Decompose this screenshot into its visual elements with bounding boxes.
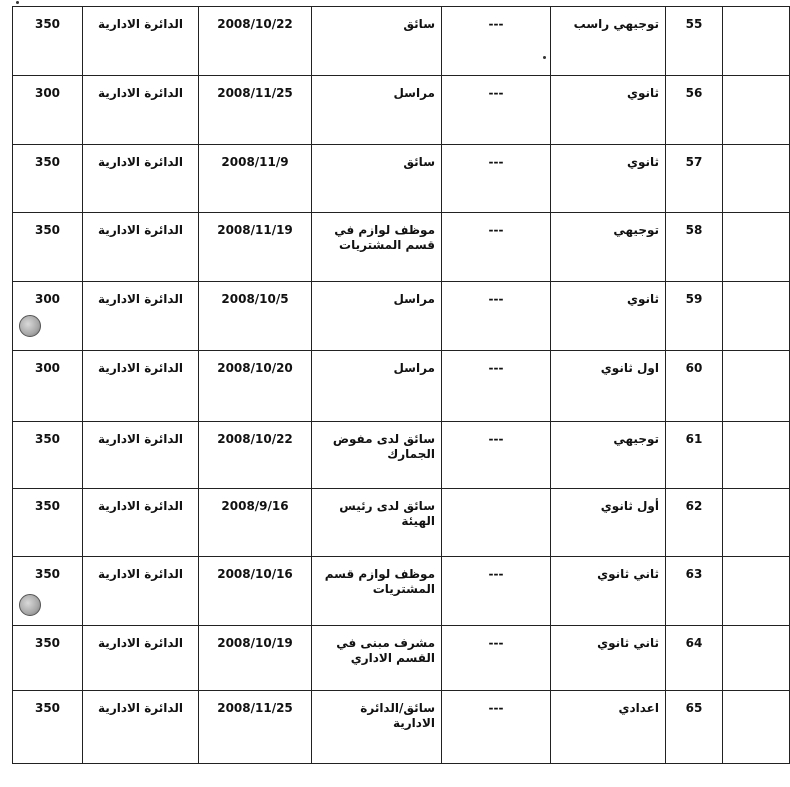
margin-cell: [723, 691, 790, 764]
table-row: [13, 421, 790, 488]
date-cell: 2008/11/25: [199, 75, 312, 144]
margin-cell: [723, 282, 790, 351]
margin-cell: [723, 488, 790, 557]
salary-cell: 350: [13, 691, 83, 764]
salary-cell: 350: [13, 421, 83, 488]
department-cell: الدائرة الادارية: [83, 351, 199, 422]
education-cell: توجيهي: [551, 421, 666, 488]
row-number-cell: 65: [666, 691, 723, 764]
job-cell: مراسل: [312, 282, 442, 351]
job-cell: سائق: [312, 7, 442, 76]
salary-cell: 350: [13, 144, 83, 213]
education-cell: ثاني ثانوي: [551, 626, 666, 691]
date-cell: 2008/10/20: [199, 351, 312, 422]
table-row: [13, 557, 790, 626]
education-cell: اعدادي: [551, 691, 666, 764]
margin-cell: [723, 213, 790, 282]
blank-cell: ---: [442, 282, 551, 351]
job-cell: سائق: [312, 144, 442, 213]
job-cell: سائق لدى رئيس الهيئة: [312, 488, 442, 557]
department-cell: الدائرة الادارية: [83, 144, 199, 213]
salary-cell: 350: [13, 213, 83, 282]
job-cell: موظف لوازم قسم المشتريات: [312, 557, 442, 626]
punch-hole-icon: [19, 594, 41, 616]
margin-cell: [723, 626, 790, 691]
blank-cell: ---: [442, 75, 551, 144]
department-cell: الدائرة الادارية: [83, 75, 199, 144]
education-cell: اول ثانوي: [551, 351, 666, 422]
salary-cell: 300: [13, 282, 83, 351]
blank-cell: ---: [442, 351, 551, 422]
row-number-cell: 57: [666, 144, 723, 213]
table-row: [13, 626, 790, 691]
date-cell: 2008/10/22: [199, 421, 312, 488]
table-row: [13, 144, 790, 213]
employee-table: [12, 6, 790, 764]
job-cell: مشرف مبنى في القسم الاداري: [312, 626, 442, 691]
row-number-cell: 63: [666, 557, 723, 626]
date-cell: 2008/10/19: [199, 626, 312, 691]
department-cell: الدائرة الادارية: [83, 421, 199, 488]
education-cell: توجيهي راسب: [551, 7, 666, 76]
margin-cell: [723, 557, 790, 626]
row-number-cell: 56: [666, 75, 723, 144]
punch-hole-icon: [19, 315, 41, 337]
date-cell: 2008/10/16: [199, 557, 312, 626]
education-cell: ثانوي: [551, 75, 666, 144]
salary-cell: 300: [13, 75, 83, 144]
salary-cell: 350: [13, 626, 83, 691]
margin-cell: [723, 351, 790, 422]
row-number-cell: 62: [666, 488, 723, 557]
blank-cell: ---: [442, 626, 551, 691]
education-cell: ثاني ثانوي: [551, 557, 666, 626]
date-cell: 2008/10/22: [199, 7, 312, 76]
department-cell: الدائرة الادارية: [83, 557, 199, 626]
education-cell: توجيهي: [551, 213, 666, 282]
department-cell: الدائرة الادارية: [83, 7, 199, 76]
table-row: [13, 282, 790, 351]
date-cell: 2008/11/25: [199, 691, 312, 764]
scan-speck: [16, 1, 19, 4]
salary-cell: 300: [13, 351, 83, 422]
salary-cell: 350: [13, 488, 83, 557]
department-cell: الدائرة الادارية: [83, 691, 199, 764]
blank-cell: ---: [442, 213, 551, 282]
margin-cell: [723, 421, 790, 488]
job-cell: مراسل: [312, 351, 442, 422]
job-cell: موظف لوازم في قسم المشتريات: [312, 213, 442, 282]
row-number-cell: 64: [666, 626, 723, 691]
job-cell: سائق لدى مفوض الجمارك: [312, 421, 442, 488]
blank-cell: ---: [442, 7, 551, 76]
margin-cell: [723, 144, 790, 213]
education-cell: ثانوي: [551, 282, 666, 351]
blank-cell: ---: [442, 691, 551, 764]
scan-speck: [543, 56, 546, 59]
table-row: [13, 7, 790, 76]
row-number-cell: 59: [666, 282, 723, 351]
blank-cell: [442, 488, 551, 557]
job-cell: مراسل: [312, 75, 442, 144]
education-cell: ثانوي: [551, 144, 666, 213]
row-number-cell: 58: [666, 213, 723, 282]
margin-cell: [723, 7, 790, 76]
blank-cell: ---: [442, 557, 551, 626]
blank-cell: ---: [442, 144, 551, 213]
row-number-cell: 55: [666, 7, 723, 76]
salary-cell: 350: [13, 557, 83, 626]
row-number-cell: 60: [666, 351, 723, 422]
table-row: [13, 691, 790, 764]
department-cell: الدائرة الادارية: [83, 282, 199, 351]
table-row: [13, 351, 790, 422]
department-cell: الدائرة الادارية: [83, 213, 199, 282]
department-cell: الدائرة الادارية: [83, 488, 199, 557]
row-number-cell: 61: [666, 421, 723, 488]
job-cell: سائق/الدائرة الادارية: [312, 691, 442, 764]
department-cell: الدائرة الادارية: [83, 626, 199, 691]
education-cell: أول ثانوي: [551, 488, 666, 557]
table-row: [13, 488, 790, 557]
table-row: [13, 213, 790, 282]
table-row: [13, 75, 790, 144]
date-cell: 2008/11/9: [199, 144, 312, 213]
date-cell: 2008/11/19: [199, 213, 312, 282]
margin-cell: [723, 75, 790, 144]
salary-cell: 350: [13, 7, 83, 76]
blank-cell: ---: [442, 421, 551, 488]
date-cell: 2008/9/16: [199, 488, 312, 557]
date-cell: 2008/10/5: [199, 282, 312, 351]
